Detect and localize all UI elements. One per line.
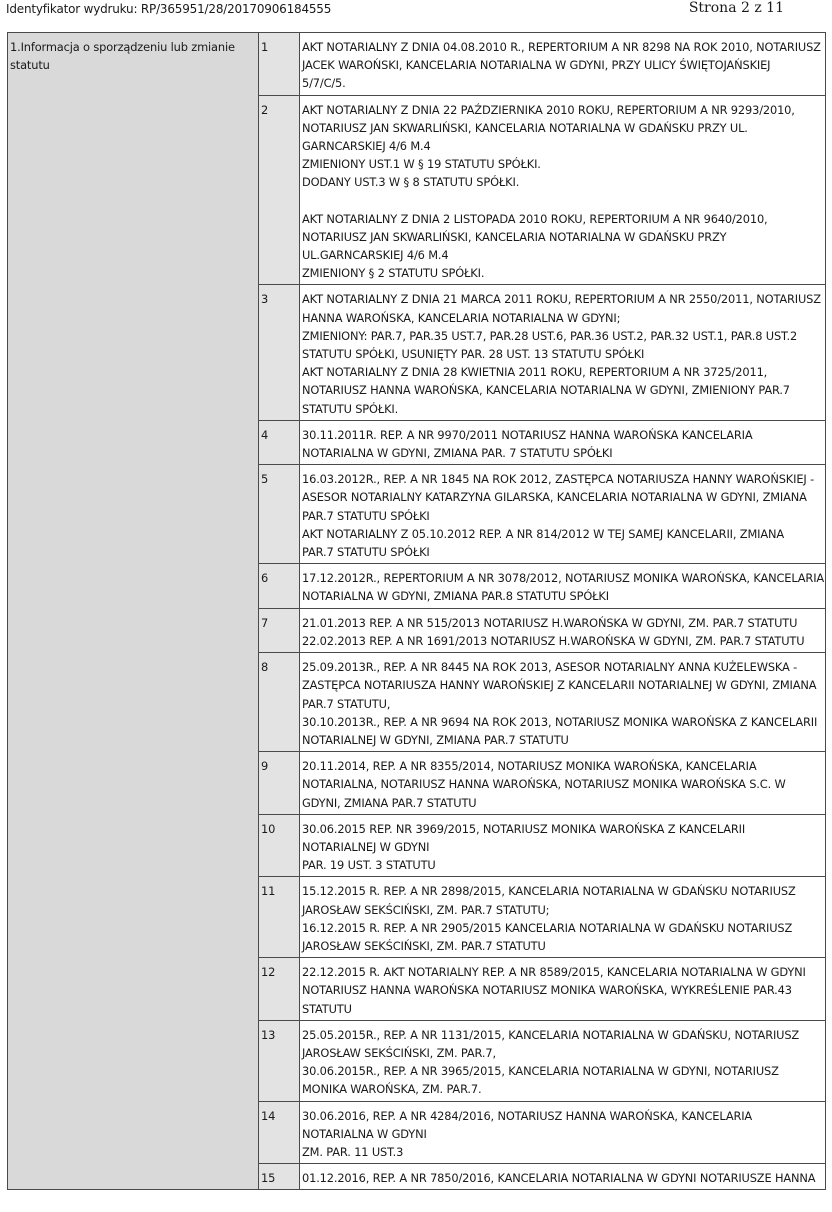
entry-number: 9: [259, 752, 300, 815]
page-header: [0, 0, 832, 28]
entry-text-line: 30.10.2013R., REP. A NR 9694 NA ROK 2013, NOTARIUSZ MONIKA WAROŃSKA Z KANCELARII: [302, 714, 818, 729]
entry-text-line: 21.01.2013 REP. A NR 515/2013 NOTARIUSZ H.WAROŃSKA W GDYNI, ZM. PAR.7 STATUTU: [302, 615, 798, 630]
entry-text-line: PAR.7 STATUTU SPÓŁKI: [302, 545, 430, 560]
entry-text-line: AKT NOTARIALNY Z 05.10.2012 REP. A NR 814/2012 W TEJ SAMEJ KANCELARII, ZMIANA: [302, 526, 784, 541]
entry-text-line: 25.05.2015R., REP. A NR 1131/2015, KANCELARIA NOTARIALNA W GDAŃSKU, NOTARIUSZ: [302, 1027, 800, 1042]
entry-text-line: NOTARIALNA W GDYNI, ZMIANA PAR. 7 STATUTU SPÓŁKI: [302, 446, 613, 461]
entry-text-line: 25.09.2013R., REP. A NR 8445 NA ROK 2013, ASESOR NOTARIALNY ANNA KUŻELEWSKA -: [302, 660, 798, 675]
entry-text-line: STATUTU SPÓŁKI, USUNIĘTY PAR. 28 UST. 13 STATUTU SPÓŁKI: [302, 347, 645, 362]
document-identifier: Identyfikator wydruku: RP/365951/28/20170906184555: [6, 2, 332, 16]
entry-text-line: JAROSŁAW SEKŚCIŃSKI, ZM. PAR.7 STATUTU;: [302, 902, 550, 917]
entry-content: [300, 1020, 826, 1101]
entry-text-line: ZM. PAR. 11 UST.3: [302, 1144, 404, 1159]
entry-text-line: PAR.7 STATUTU,: [302, 696, 391, 711]
entry-content: [300, 653, 826, 752]
entry-text-line: 17.12.2012R., REPERTORIUM A NR 3078/2012, NOTARIUSZ MONIKA WAROŃSKA, KANCELARIA: [302, 571, 825, 586]
entry-text-line: ZASTĘPCA NOTARIUSZA HANNY WAROŃSKIEJ Z KANCELARII NOTARIALNEJ W GDYNI, ZMIANA: [302, 678, 817, 693]
entry-text-line: AKT NOTARIALNY Z DNIA 2 LISTOPADA 2010 ROKU, REPERTORIUM A NR 9640/2010,: [302, 211, 768, 226]
entry-text-line: 20.11.2014, REP. A NR 8355/2014, NOTARIUSZ MONIKA WAROŃSKA, KANCELARIA: [302, 759, 757, 774]
entry-number: 13: [259, 1020, 300, 1101]
entry-number: 6: [259, 564, 300, 608]
entry-text-line: NOTARIUSZ HANNA WAROŃSKA, KANCELARIA NOTARIALNA W GDYNI, ZMIENIONY PAR.7: [302, 383, 790, 398]
entry-text-line: JACEK WAROŃSKI, KANCELARIA NOTARIALNA W GDYNI, PRZY ULICY ŚWIĘTOJAŃSKIEJ: [302, 58, 771, 73]
page-number: Strona 2 z 11: [688, 0, 784, 16]
entry-content: [300, 958, 826, 1021]
entry-text-line: STATUTU SPÓŁKI.: [302, 401, 399, 416]
entry-number: 12: [259, 958, 300, 1021]
section-label-line: 1.Informacja o sporządzeniu lub zmianie: [10, 40, 235, 54]
statute-table-body: [8, 33, 826, 1190]
entry-text-line: JAROSŁAW SEKŚCIŃSKI, ZM. PAR.7 STATUTU: [302, 938, 546, 953]
entry-content: [300, 33, 826, 96]
entry-text-line: ZMIENIONY: PAR.7, PAR.35 UST.7, PAR.28 UST.6, PAR.36 UST.2, PAR.32 UST.1, PAR.8 UST.2: [302, 328, 798, 343]
entry-text-line: GARNCARSKIEJ 4/6 M.4: [302, 139, 431, 154]
entry-text-line: 5/7/C/5.: [302, 76, 346, 91]
entry-text-line: 30.06.2016, REP. A NR 4284/2016, NOTARIUSZ HANNA WAROŃSKA, KANCELARIA: [302, 1108, 753, 1123]
entry-text-line: NOTARIALNEJ W GDYNI: [302, 839, 430, 854]
entry-content: [300, 420, 826, 464]
entry-number: 15: [259, 1164, 300, 1190]
entry-text-line: 30.06.2015 REP. NR 3969/2015, NOTARIUSZ MONIKA WAROŃSKA Z KANCELARII: [302, 821, 746, 836]
entry-content: [300, 752, 826, 815]
entry-number: 1: [259, 33, 300, 96]
entry-text-line: NOTARIALNA W GDYNI, ZMIANA PAR.8 STATUTU SPÓŁKI: [302, 589, 609, 604]
entry-text-line: AKT NOTARIALNY Z DNIA 21 MARCA 2011 ROKU, REPERTORIUM A NR 2550/2011, NOTARIUSZ: [302, 292, 821, 307]
entry-text-line: 01.12.2016, REP. A NR 7850/2016, KANCELARIA NOTARIALNA W GDYNI NOTARIUSZE HANNA: [302, 1171, 816, 1186]
entry-text-line: 16.12.2015 R. REP. A NR 2905/2015 KANCELARIA NOTARIALNA W GDAŃSKU NOTARIUSZ: [302, 920, 793, 935]
entry-number: 10: [259, 814, 300, 877]
entry-number: 14: [259, 1101, 300, 1164]
entry-text-line: ZMIENIONY UST.1 W § 19 STATUTU SPÓŁKI.: [302, 157, 541, 172]
entry-content: [300, 1164, 826, 1190]
entry-text-line: AKT NOTARIALNY Z DNIA 04.08.2010 R., REPERTORIUM A NR 8298 NA ROK 2010, NOTARIUSZ: [302, 40, 821, 54]
entry-content: [300, 877, 826, 958]
entry-text-line: AKT NOTARIALNY Z DNIA 28 KWIETNIA 2011 ROKU, REPERTORIUM A NR 3725/2011,: [302, 365, 768, 380]
entry-text-line: NOTARIALNA W GDYNI: [302, 1126, 427, 1141]
entry-text-line: 30.06.2015R., REP. A NR 3965/2015, KANCELARIA NOTARIALNA W GDYNI, NOTARIUSZ: [302, 1064, 779, 1079]
entry-number: 11: [259, 877, 300, 958]
entry-number: 7: [259, 608, 300, 652]
entry-text-line: AKT NOTARIALNY Z DNIA 22 PAŹDZIERNIKA 2010 ROKU, REPERTORIUM A NR 9293/2010,: [302, 102, 795, 117]
statute-table: [7, 32, 826, 1190]
entry-content: [300, 95, 826, 285]
section-label-line: statutu: [10, 58, 50, 73]
entry-text-line: 22.02.2013 REP. A NR 1691/2013 NOTARIUSZ H.WAROŃSKA W GDYNI, ZM. PAR.7 STATUTU: [302, 633, 805, 648]
entry-text-line: ASESOR NOTARIALNY KATARZYNA GILARSKA, KANCELARIA NOTARIALNA W GDYNI, ZMIANA: [302, 490, 807, 505]
entry-text-line: 30.11.2011R. REP. A NR 9970/2011 NOTARIUSZ HANNA WAROŃSKA KANCELARIA: [302, 427, 753, 442]
blank-line: [302, 192, 823, 210]
entry-number: 4: [259, 420, 300, 464]
entry-text-line: UL.GARNCARSKIEJ 4/6 M.4: [302, 248, 449, 263]
entry-content: [300, 465, 826, 564]
entry-text-line: PAR. 19 UST. 3 STATUTU: [302, 858, 436, 873]
entry-number: 2: [259, 95, 300, 285]
entry-number: 8: [259, 653, 300, 752]
entry-text-line: GDYNI, ZMIANA PAR.7 STATUTU: [302, 795, 477, 810]
table-row: [8, 33, 826, 96]
section-label: [8, 33, 259, 1190]
entry-number: 5: [259, 465, 300, 564]
entry-text-line: NOTARIUSZ JAN SKWARLIŃSKI, KANCELARIA NOTARIALNA W GDAŃSKU PRZY: [302, 229, 727, 244]
entry-number: 3: [259, 285, 300, 420]
entry-content: [300, 285, 826, 420]
entry-content: [300, 1101, 826, 1164]
entry-text-line: NOTARIUSZ HANNA WAROŃSKA NOTARIUSZ MONIKA WAROŃSKA, WYKREŚLENIE PAR.43: [302, 983, 792, 998]
entry-text-line: STATUTU: [302, 1001, 352, 1016]
entry-text-line: 16.03.2012R., REP. A NR 1845 NA ROK 2012, ZASTĘPCA NOTARIUSZA HANNY WAROŃSKIEJ -: [302, 472, 815, 487]
entry-text-line: 22.12.2015 R. AKT NOTARIALNY REP. A NR 8589/2015, KANCELARIA NOTARIALNA W GDYNI: [302, 965, 806, 980]
entry-text-line: PAR.7 STATUTU SPÓŁKI: [302, 508, 430, 523]
entry-content: [300, 608, 826, 652]
entry-text-line: NOTARIUSZ JAN SKWARLIŃSKI, KANCELARIA NOTARIALNA W GDAŃSKU PRZY UL.: [302, 120, 748, 135]
entry-text-line: JAROSŁAW SEKŚCIŃSKI, ZM. PAR.7,: [302, 1045, 496, 1060]
entry-text-line: NOTARIALNA, NOTARIUSZ HANNA WAROŃSKA, NOTARIUSZ MONIKA WAROŃSKA S.C. W: [302, 777, 786, 792]
entry-text-line: 15.12.2015 R. REP. A NR 2898/2015, KANCELARIA NOTARIALNA W GDAŃSKU NOTARIUSZ: [302, 884, 796, 899]
entry-text-line: ZMIENIONY § 2 STATUTU SPÓŁKI.: [302, 266, 485, 281]
entry-content: [300, 564, 826, 608]
entry-text-line: MONIKA WAROŃSKA, ZM. PAR.7.: [302, 1082, 482, 1097]
entry-text-line: HANNA WAROŃSKA, KANCELARIA NOTARIALNA W GDYNI;: [302, 310, 621, 325]
entry-content: [300, 814, 826, 877]
entry-text-line: NOTARIALNEJ W GDYNI, ZMIANA PAR.7 STATUTU: [302, 732, 569, 747]
entry-text-line: DODANY UST.3 W § 8 STATUTU SPÓŁKI.: [302, 175, 520, 190]
